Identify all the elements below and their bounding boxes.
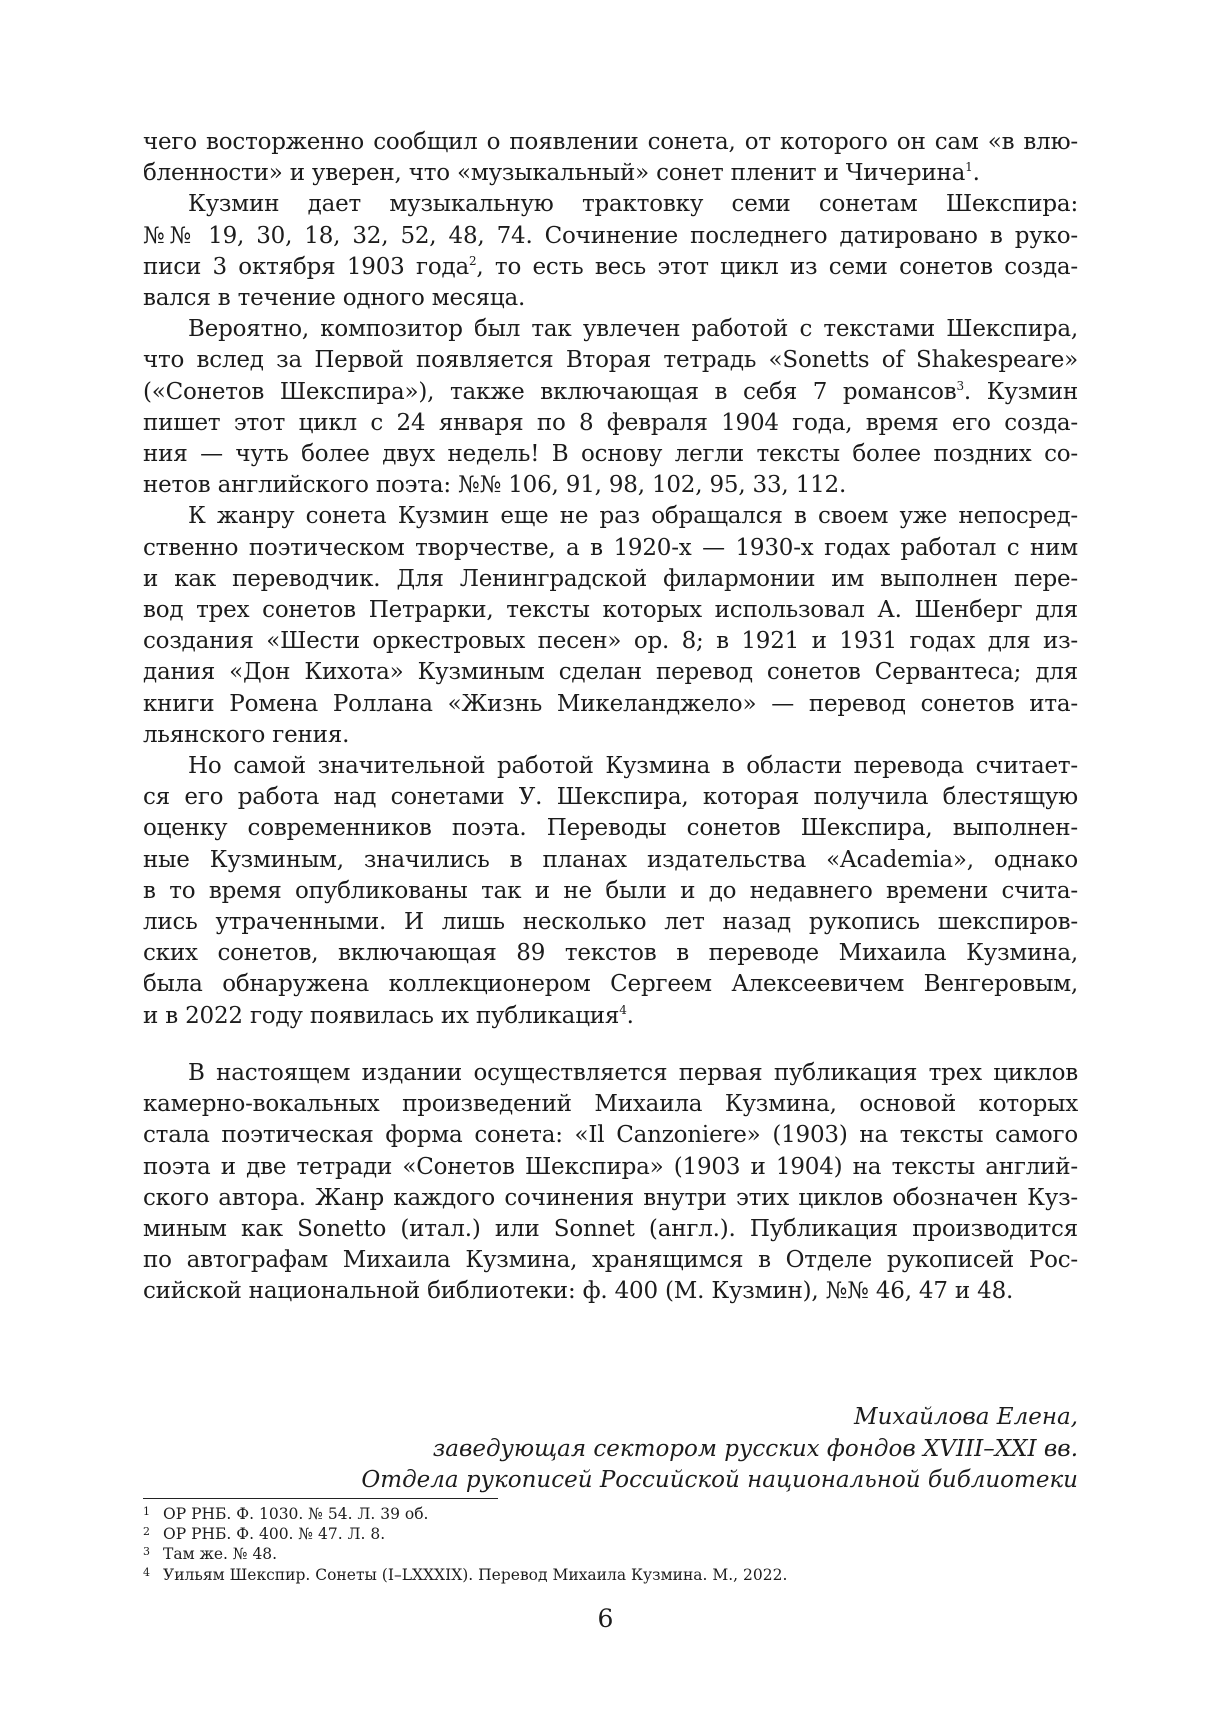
text-line: ственно поэтическом творчестве, а в 1920-х — 1930-х годах работал с ним [143,534,1078,561]
footnote-text: ОР РНБ. Ф. 1030. № 54. Л. 39 об. [163,1505,429,1523]
footnote-number: 4 [143,1565,150,1579]
text-line: сийской национальной библиотеки: ф. 400 (М. Кузмин), №№ 46, 47 и 48. [143,1278,1014,1305]
footnote-number: 2 [143,1525,150,1539]
text-line: по автографам Михаила Кузмина, хранящимся в Отделе рукописей Рос- [143,1247,1078,1274]
paragraph-6 [143,1058,1078,1308]
text-line [143,1001,1078,1032]
text-line: поэта и две тетради «Сонетов Шекспира» (1903 и 1904) на тексты англий- [143,1153,1078,1180]
author-signature [361,1402,1078,1497]
text-fragment: . Кузмин [963,378,1078,405]
text-line: дания «Дон Кихота» Кузминым сделан перевод сонетов Сервантеса; для [143,659,1078,686]
text-line: Вероятно, композитор был так увлечен работой с текстами Шекспира, [188,316,1078,343]
text-line: льянского гения. [143,721,350,748]
footnote-divider [143,1498,498,1499]
text-line: В настоящем издании осуществляется первая публикация трех циклов [188,1059,1078,1086]
text-fragment: бленности» и уверен, что «музыкальный» сонет пленит и Чичерина [143,160,966,187]
footnote-ref-4[interactable]: 4 [619,1002,627,1017]
footnote-number: 1 [143,1505,150,1518]
footnote-item [143,1504,1078,1524]
paragraph-2 [143,189,1078,314]
text-line: чего восторженно сообщил о появлении сонета, от которого он сам «в влю- [143,129,1078,155]
text-line: что вслед за Первой появляется Вторая тетрадь «Sonetts of Shakespeare» [143,347,1078,374]
text-line: №№ 19, 30, 18, 32, 52, 48, 74. Сочинение последнего датировано в руко- [143,222,1078,249]
footnote-text: ОР РНБ. Ф. 400. № 47. Л. 8. [163,1525,386,1544]
text-line: стала поэтическая форма сонета: «Il Canzoniere» (1903) на тексты самого [143,1122,1078,1149]
text-line: лись утраченными. И лишь несколько лет назад рукопись шекспиров- [143,909,1078,936]
footnote-number: 3 [143,1545,150,1559]
text-line: и как переводчик. Для Ленинградской филармонии им выполнен пере- [143,565,1078,592]
text-line: ского автора. Жанр каждого сочинения внутри этих циклов обозначен Куз- [143,1184,1078,1211]
text-line: миным как Sonetto (итал.) или Sonnet (англ.). Публикация производится [143,1215,1078,1242]
text-line [143,252,1078,283]
footnotes [143,1504,1078,1585]
text-line: ских сонетов, включающая 89 текстов в переводе Михаила Кузмина, [143,940,1078,967]
paragraph-1 [143,127,1078,189]
text-line: ся его работа над сонетами У. Шекспира, которая получила блестящую [143,784,1078,811]
text-line [143,158,1078,189]
footnote-ref-2[interactable]: 2 [468,253,477,268]
text-line: оценку современников поэта. Переводы сонетов Шекспира, выполнен- [143,815,1078,842]
text-line: создания «Шести оркестровых песен» op. 8; в 1921 и 1931 годах для из- [143,628,1078,655]
footnote-ref-1[interactable]: 1 [965,160,973,175]
section-gap [143,1032,1078,1058]
text-line: вался в течение одного месяца. [143,285,526,312]
text-line: была обнаружена коллекционером Сергеем Алексеевичем Венгеровым, [143,971,1078,998]
text-line: пишет этот цикл с 24 января по 8 февраля 1904 года, время его созда- [143,409,1078,436]
text-line [143,377,1078,408]
footnote-ref-3[interactable]: 3 [956,378,964,393]
paragraph-3 [143,314,1078,501]
text-line: Но самой значительной работой Кузмина в области перевода считает- [188,753,1078,780]
author-department: Отдела рукописей Российской национальной библиотеки [361,1467,1078,1493]
text-line: камерно-вокальных произведений Михаила Кузмина, основой которых [143,1091,1078,1118]
author-position: заведующая сектором русских фондов XVIII–XXI вв. [432,1435,1078,1462]
text-fragment: . [972,160,980,187]
text-fragment: . [626,1002,634,1029]
text-line: К жанру сонета Кузмин еще не раз обращался в своем уже непосред- [188,503,1078,530]
text-fragment: писи 3 октября 1903 года [143,253,469,280]
text-line: нетов английского поэта: №№ 106, 91, 98, 102, 95, 33, 112. [143,472,847,499]
footnote-text: Там же. № 48. [163,1545,278,1564]
paragraph-5 [143,751,1078,1032]
text-line: ния — чуть более двух недель! В основу легли тексты более поздних со- [143,441,1078,468]
footnote-item [143,1565,1078,1585]
main-text [143,127,1078,1308]
text-fragment: , то есть весь этот цикл из семи сонетов созда- [476,253,1078,280]
paragraph-4 [143,501,1078,751]
author-name: Михайлова Елена, [854,1404,1078,1430]
text-fragment: («Сонетов Шекспира»), также включающая в себя 7 романсов [143,378,957,405]
text-line: вод трех сонетов Петрарки, тексты которых использовал А. Шенберг для [143,597,1078,624]
text-fragment: и в 2022 году появилась их публикация [143,1002,620,1029]
footnote-item [143,1524,1078,1544]
footnote-text: Уильям Шекспир. Сонеты (I–LXXXIX). Перевод Михаила Кузмина. М., 2022. [163,1565,788,1584]
text-line: ные Кузминым, значились в планах издательства «Academia», однако [143,846,1078,873]
footnote-item [143,1544,1078,1564]
text-line: в то время опубликованы так и не были и до недавнего времени счита- [143,877,1078,904]
text-line: книги Ромена Роллана «Жизнь Микеланджело» — перевод сонетов ита- [143,690,1078,717]
text-line: Кузмин дает музыкальную трактовку семи сонетам Шекспира: [188,191,1078,218]
page-number: 6 [597,1604,614,1633]
